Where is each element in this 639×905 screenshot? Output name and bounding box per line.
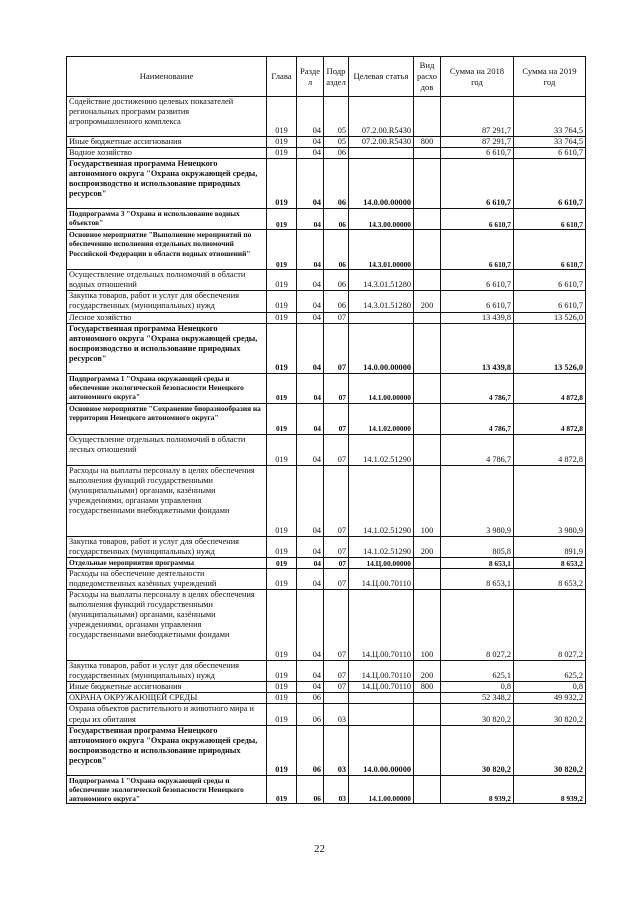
table-cell-expense-type: [414, 312, 441, 323]
header-expense-type: Вид расхо дов: [414, 57, 441, 97]
table-cell-subsection: 06: [324, 270, 349, 291]
table-cell-section: 04: [297, 291, 324, 312]
table-cell-section: 04: [297, 536, 324, 557]
table-cell-subsection: 06: [324, 209, 349, 230]
table-cell-chapter: 019: [267, 209, 297, 230]
table-cell-sum-2019: 891,9: [514, 536, 586, 557]
table-cell-sum-2019: 49 932,2: [514, 693, 586, 704]
table-cell-expense-type: 200: [414, 661, 441, 682]
table-cell-sum-2018: 805,8: [441, 536, 514, 557]
table-cell-section: 06: [297, 775, 324, 804]
table-cell-name: Охрана объектов растительного и животного мира и среды их обитания: [67, 704, 267, 725]
table-cell-sum-2018: 8 653,1: [441, 568, 514, 589]
table-cell-name: Лесное хозяйство: [67, 312, 267, 323]
table-cell-sum-2018: 6 610,7: [441, 148, 514, 159]
table-cell-subsection: 06: [324, 230, 349, 270]
table-cell-name: Содействие достижению целевых показателей региональных программ развития агропромышленного комплекса: [67, 97, 267, 137]
header-section: Разде л: [297, 57, 324, 97]
header-sum-2019: Сумма на 2019 год: [514, 57, 586, 97]
table-row: [67, 704, 586, 725]
table-cell-sum-2019: 625,2: [514, 661, 586, 682]
table-cell-sum-2019: 30 820,2: [514, 704, 586, 725]
table-cell-sum-2018: 13 439,8: [441, 312, 514, 323]
table-row: [67, 373, 586, 403]
table-cell-subsection: 07: [324, 323, 349, 373]
table-cell-expense-type: 200: [414, 536, 441, 557]
table-cell-section: 04: [297, 434, 324, 465]
table-cell-sum-2018: 87 291,7: [441, 97, 514, 137]
table-cell-chapter: 019: [267, 291, 297, 312]
table-row: [67, 661, 586, 682]
table-cell-chapter: 019: [267, 312, 297, 323]
table-cell-name: Закупка товаров, работ и услуг для обеспечения государственных (муниципальных) нужд: [67, 291, 267, 312]
table-cell-chapter: 019: [267, 230, 297, 270]
table-cell-subsection: 07: [324, 536, 349, 557]
table-cell-chapter: 019: [267, 97, 297, 137]
table-cell-sum-2019: 4 872,8: [514, 373, 586, 403]
table-cell-sum-2018: 6 610,7: [441, 291, 514, 312]
table-cell-sum-2019: 13 526,0: [514, 312, 586, 323]
table-cell-expense-type: 200: [414, 291, 441, 312]
table-cell-sum-2018: 625,1: [441, 661, 514, 682]
table-header-row: [67, 57, 586, 97]
table-cell-target-item: 07.2.00.R5430: [349, 137, 414, 148]
header-sum-2018: Сумма на 2018 год: [441, 57, 514, 97]
table-row: [67, 403, 586, 434]
table-cell-name: Отдельные мероприятия программы: [67, 557, 267, 568]
table-row: [67, 148, 586, 159]
table-cell-sum-2018: 6 610,7: [441, 159, 514, 209]
table-cell-expense-type: 800: [414, 137, 441, 148]
table-cell-name: Государственная программа Ненецкого автономного округа "Охрана окружающей среды, воспроизводство и использование природных ресурсов": [67, 159, 267, 209]
budget-table: [66, 56, 586, 804]
table-row: [67, 590, 586, 661]
table-cell-section: 04: [297, 230, 324, 270]
table-cell-expense-type: 100: [414, 465, 441, 536]
table-cell-section: 04: [297, 148, 324, 159]
table-cell-name: Основное мероприятие "Выполнение мероприятий по обеспечению исполнения отдельных полномочий Российской Федерации в области водных отношений": [67, 230, 267, 270]
table-cell-expense-type: 800: [414, 682, 441, 693]
table-row: [67, 693, 586, 704]
table-row: [67, 209, 586, 230]
table-cell-expense-type: [414, 775, 441, 804]
table-cell-sum-2018: 3 980,9: [441, 465, 514, 536]
table-cell-sum-2019: 3 980,9: [514, 465, 586, 536]
table-cell-section: 04: [297, 403, 324, 434]
table-cell-sum-2018: 52 348,2: [441, 693, 514, 704]
table-cell-sum-2019: 6 610,7: [514, 148, 586, 159]
table-cell-name: Водное хозяйство: [67, 148, 267, 159]
table-cell-subsection: 03: [324, 725, 349, 775]
table-cell-sum-2019: 30 820,2: [514, 725, 586, 775]
table-cell-sum-2018: 0,8: [441, 682, 514, 693]
table-cell-sum-2019: 8 653,2: [514, 568, 586, 589]
table-cell-section: 04: [297, 590, 324, 661]
table-cell-target-item: 14.1.02.51290: [349, 434, 414, 465]
table-cell-chapter: 019: [267, 465, 297, 536]
table-row: [67, 270, 586, 291]
table-cell-sum-2018: 8 653,1: [441, 557, 514, 568]
table-cell-target-item: 14.Ц.00.00000: [349, 557, 414, 568]
table-cell-sum-2018: 8 027,2: [441, 590, 514, 661]
table-cell-chapter: 019: [267, 159, 297, 209]
table-cell-section: 04: [297, 661, 324, 682]
table-cell-section: 04: [297, 312, 324, 323]
table-cell-section: 04: [297, 682, 324, 693]
table-cell-expense-type: [414, 725, 441, 775]
table-cell-sum-2019: 6 610,7: [514, 230, 586, 270]
table-cell-expense-type: [414, 209, 441, 230]
table-cell-chapter: 019: [267, 661, 297, 682]
table-row: [67, 557, 586, 568]
table-cell-section: 04: [297, 97, 324, 137]
table-cell-section: 04: [297, 209, 324, 230]
table-cell-sum-2019: 8 653,2: [514, 557, 586, 568]
table-cell-chapter: 019: [267, 536, 297, 557]
table-cell-expense-type: [414, 373, 441, 403]
table-row: [67, 682, 586, 693]
table-cell-name: Иные бюджетные ассигнования: [67, 137, 267, 148]
table-row: [67, 97, 586, 137]
table-cell-expense-type: [414, 148, 441, 159]
table-cell-sum-2019: 8 027,2: [514, 590, 586, 661]
table-cell-expense-type: [414, 323, 441, 373]
table-cell-subsection: 03: [324, 775, 349, 804]
table-cell-subsection: 07: [324, 557, 349, 568]
table-row: [67, 291, 586, 312]
table-cell-target-item: [349, 148, 414, 159]
table-cell-sum-2019: 33 764,5: [514, 137, 586, 148]
table-cell-subsection: 07: [324, 590, 349, 661]
table-cell-chapter: 019: [267, 148, 297, 159]
table-cell-subsection: 07: [324, 403, 349, 434]
table-cell-name: Расходы на выплаты персоналу в целях обеспечения выполнения функций государственными (муниципальными) органами, казёнными учреждениями, органами управления государственными внебюджетными фондами: [67, 590, 267, 661]
table-cell-sum-2018: 13 439,8: [441, 323, 514, 373]
table-cell-chapter: 019: [267, 775, 297, 804]
table-cell-name: Расходы на обеспечение деятельности подведомственных казённых учреждений: [67, 568, 267, 589]
table-cell-expense-type: [414, 693, 441, 704]
table-cell-subsection: 06: [324, 159, 349, 209]
table-cell-name: Осуществление отдельных полномочий в области водных отношений: [67, 270, 267, 291]
table-cell-section: 04: [297, 323, 324, 373]
table-cell-sum-2018: 30 820,2: [441, 704, 514, 725]
table-row: [67, 434, 586, 465]
table-cell-target-item: 14.1.02.51290: [349, 465, 414, 536]
table-cell-section: 04: [297, 465, 324, 536]
table-cell-sum-2018: 8 939,2: [441, 775, 514, 804]
table-cell-chapter: 019: [267, 373, 297, 403]
table-cell-subsection: 07: [324, 465, 349, 536]
table-cell-sum-2019: 13 526,0: [514, 323, 586, 373]
table-cell-expense-type: [414, 97, 441, 137]
table-cell-subsection: 07: [324, 312, 349, 323]
table-cell-subsection: 05: [324, 137, 349, 148]
table-row: [67, 230, 586, 270]
table-cell-section: 06: [297, 693, 324, 704]
table-cell-target-item: [349, 312, 414, 323]
table-cell-target-item: 14.0.00.00000: [349, 159, 414, 209]
table-cell-sum-2019: 6 610,7: [514, 291, 586, 312]
table-cell-chapter: 019: [267, 137, 297, 148]
table-cell-name: Закупка товаров, работ и услуг для обеспечения государственных (муниципальных) нужд: [67, 536, 267, 557]
table-cell-name: Иные бюджетные ассигнования: [67, 682, 267, 693]
table-cell-section: 06: [297, 704, 324, 725]
table-cell-chapter: 019: [267, 403, 297, 434]
table-cell-sum-2018: 6 610,7: [441, 230, 514, 270]
table-row: [67, 323, 586, 373]
table-cell-target-item: 14.3.00.00000: [349, 209, 414, 230]
table-cell-target-item: 14.Ц.00.70110: [349, 590, 414, 661]
table-cell-chapter: 019: [267, 693, 297, 704]
table-row: [67, 465, 586, 536]
table-cell-section: 06: [297, 725, 324, 775]
table-cell-chapter: 019: [267, 323, 297, 373]
table-cell-sum-2019: 4 872,8: [514, 434, 586, 465]
table-cell-subsection: 07: [324, 661, 349, 682]
table-cell-subsection: 07: [324, 568, 349, 589]
table-cell-name: Подпрограмма 3 "Охрана и использование водных объектов": [67, 209, 267, 230]
table-cell-sum-2018: 30 820,2: [441, 725, 514, 775]
header-chapter: Глава: [267, 57, 297, 97]
table-cell-chapter: 019: [267, 557, 297, 568]
table-cell-name: Подпрограмма 1 "Охрана окружающей среды и обеспечение экологической безопасности Ненецкого автономного округа": [67, 775, 267, 804]
table-cell-target-item: 07.2.00.R5430: [349, 97, 414, 137]
table-row: [67, 312, 586, 323]
table-cell-sum-2019: 6 610,7: [514, 270, 586, 291]
table-cell-subsection: [324, 693, 349, 704]
table-row: [67, 775, 586, 804]
table-cell-sum-2018: 4 786,7: [441, 373, 514, 403]
table-cell-section: 04: [297, 373, 324, 403]
header-target-item: Целевая статья: [349, 57, 414, 97]
table-row: [67, 568, 586, 589]
budget-table-container: [66, 56, 585, 804]
table-row: [67, 725, 586, 775]
table-cell-expense-type: [414, 403, 441, 434]
table-cell-name: Государственная программа Ненецкого автономного округа "Охрана окружающей среды, воспроизводство и использование природных ресурсов": [67, 323, 267, 373]
table-cell-sum-2018: 87 291,7: [441, 137, 514, 148]
table-row: [67, 137, 586, 148]
table-cell-target-item: 14.Ц.00.70110: [349, 568, 414, 589]
table-cell-expense-type: [414, 270, 441, 291]
table-cell-expense-type: [414, 159, 441, 209]
table-cell-expense-type: [414, 434, 441, 465]
table-cell-target-item: 14.1.00.00000: [349, 775, 414, 804]
table-cell-subsection: 07: [324, 373, 349, 403]
table-cell-target-item: 14.0.00.00000: [349, 725, 414, 775]
table-cell-sum-2019: 8 939,2: [514, 775, 586, 804]
table-cell-name: Основное мероприятие "Сохранение биоразнообразия на территории Ненецкого автономного округа": [67, 403, 267, 434]
table-cell-name: Подпрограмма 1 "Охрана окружающей среды и обеспечение экологической безопасности Ненецкого автономного округа": [67, 373, 267, 403]
table-cell-sum-2019: 4 872,8: [514, 403, 586, 434]
table-cell-target-item: 14.3.01.51280: [349, 291, 414, 312]
table-cell-section: 04: [297, 270, 324, 291]
table-cell-section: 04: [297, 159, 324, 209]
table-cell-chapter: 019: [267, 434, 297, 465]
table-cell-sum-2018: 4 786,7: [441, 434, 514, 465]
table-cell-name: ОХРАНА ОКРУЖАЮЩЕЙ СРЕДЫ: [67, 693, 267, 704]
table-cell-target-item: 14.Ц.00.70110: [349, 682, 414, 693]
table-cell-expense-type: 100: [414, 590, 441, 661]
table-cell-target-item: 14.1.02.00000: [349, 403, 414, 434]
table-cell-subsection: 06: [324, 291, 349, 312]
table-cell-section: 04: [297, 568, 324, 589]
table-cell-name: Закупка товаров, работ и услуг для обеспечения государственных (муниципальных) нужд: [67, 661, 267, 682]
table-cell-target-item: 14.1.02.51290: [349, 536, 414, 557]
table-row: [67, 536, 586, 557]
table-cell-sum-2018: 4 786,7: [441, 403, 514, 434]
table-cell-chapter: 019: [267, 270, 297, 291]
table-cell-section: 04: [297, 137, 324, 148]
table-cell-target-item: 14.Ц.00.70110: [349, 661, 414, 682]
table-cell-target-item: 14.3.01.00000: [349, 230, 414, 270]
table-cell-name: Осуществление отдельных полномочий в области лесных отношений: [67, 434, 267, 465]
table-cell-subsection: 05: [324, 97, 349, 137]
table-cell-sum-2019: 0,8: [514, 682, 586, 693]
table-cell-subsection: 03: [324, 704, 349, 725]
page-number: 22: [314, 843, 325, 855]
table-cell-expense-type: [414, 230, 441, 270]
table-cell-sum-2019: 6 610,7: [514, 209, 586, 230]
table-row: [67, 159, 586, 209]
table-cell-sum-2019: 6 610,7: [514, 159, 586, 209]
table-cell-expense-type: [414, 704, 441, 725]
table-cell-target-item: [349, 704, 414, 725]
table-cell-chapter: 019: [267, 704, 297, 725]
table-cell-target-item: [349, 693, 414, 704]
table-body: [67, 97, 586, 804]
table-cell-subsection: 06: [324, 148, 349, 159]
table-cell-subsection: 07: [324, 682, 349, 693]
header-subsection: Подр аздел: [324, 57, 349, 97]
table-cell-subsection: 07: [324, 434, 349, 465]
table-cell-name: Расходы на выплаты персоналу в целях обеспечения выполнения функций государственными (муниципальными) органами, казёнными учреждениями, органами управления государственными внебюджетными фондами: [67, 465, 267, 536]
header-name: Наименование: [67, 57, 267, 97]
table-cell-expense-type: [414, 568, 441, 589]
table-cell-expense-type: [414, 557, 441, 568]
table-cell-chapter: 019: [267, 682, 297, 693]
table-cell-chapter: 019: [267, 725, 297, 775]
table-cell-chapter: 019: [267, 568, 297, 589]
table-cell-target-item: 14.3.01.51280: [349, 270, 414, 291]
table-cell-chapter: 019: [267, 590, 297, 661]
table-cell-section: 04: [297, 557, 324, 568]
table-cell-sum-2019: 33 764,5: [514, 97, 586, 137]
table-cell-name: Государственная программа Ненецкого автономного округа "Охрана окружающей среды, воспроизводство и использование природных ресурсов": [67, 725, 267, 775]
table-cell-sum-2018: 6 610,7: [441, 270, 514, 291]
table-cell-target-item: 14.1.00.00000: [349, 373, 414, 403]
table-cell-sum-2018: 6 610,7: [441, 209, 514, 230]
table-cell-target-item: 14.0.00.00000: [349, 323, 414, 373]
